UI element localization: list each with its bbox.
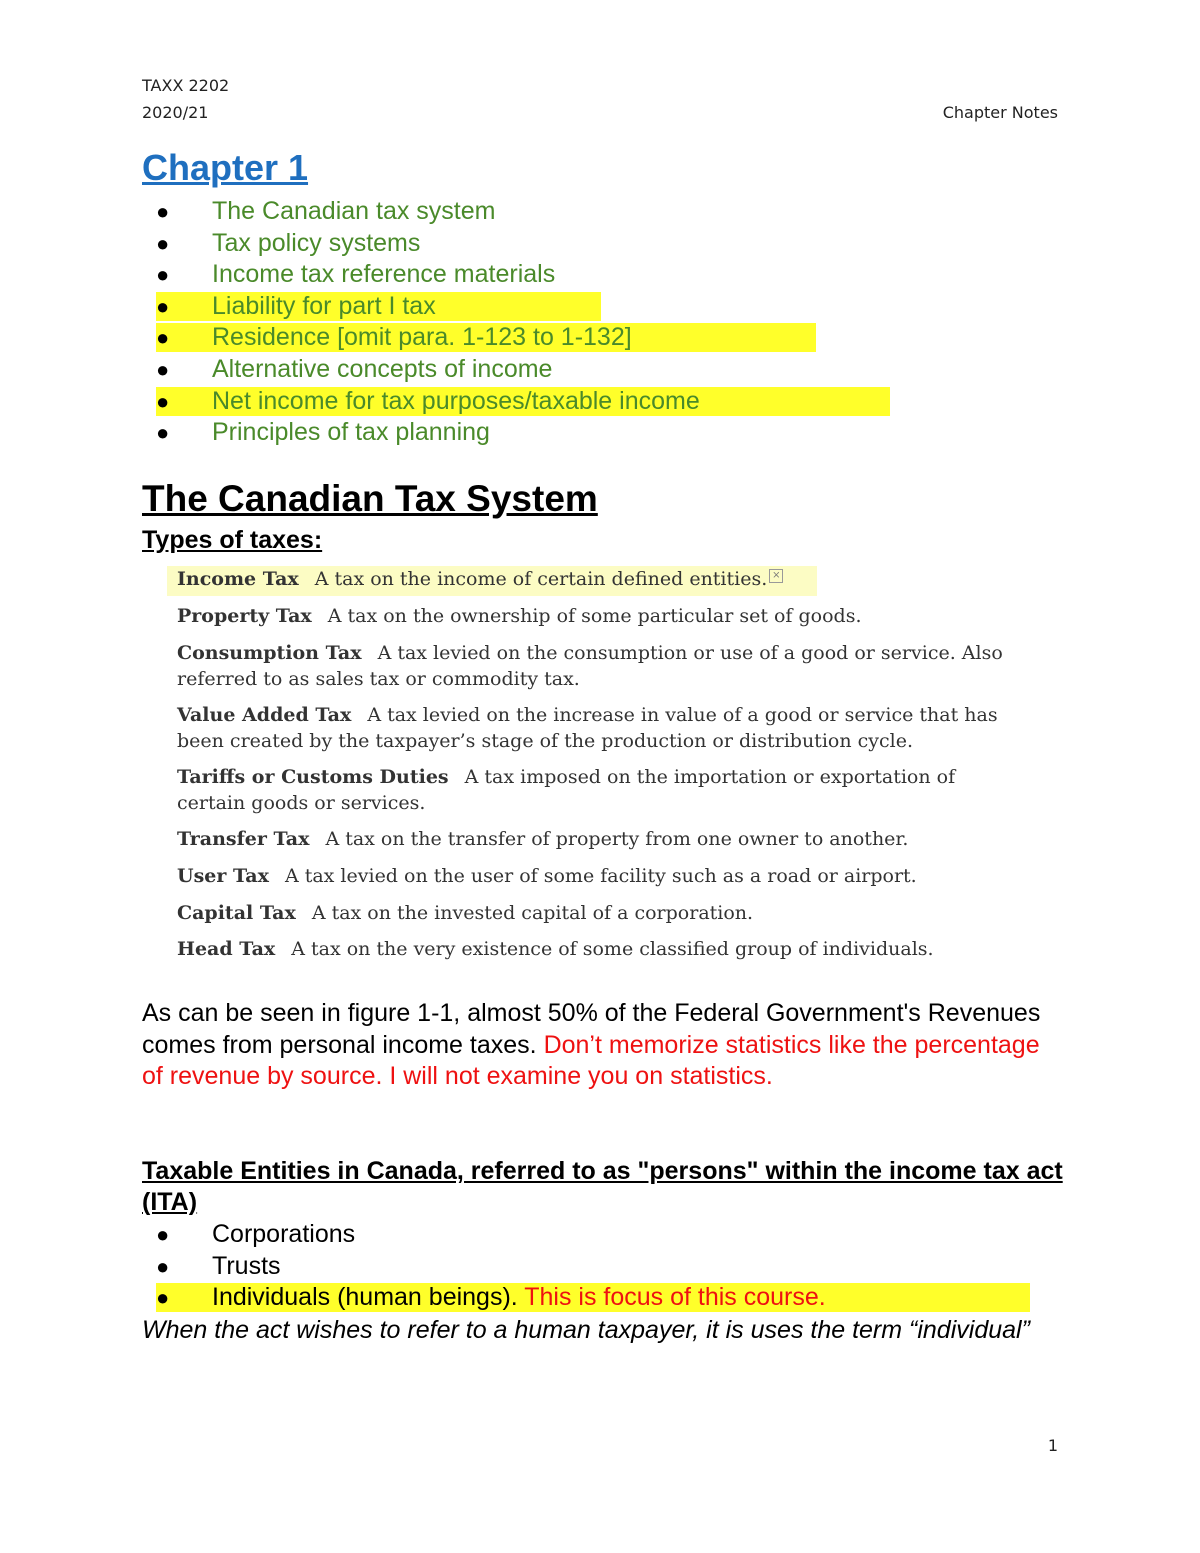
entity-label-text: Individuals (human beings). [212, 1283, 525, 1311]
outline-item-label: Alternative concepts of income [212, 354, 553, 383]
tax-type-term: Property Tax [177, 605, 312, 627]
tax-type-definition [177, 936, 1022, 962]
outline-item-label: Income tax reference materials [212, 260, 556, 289]
tax-type-definition [177, 863, 1022, 889]
paragraph-text: As can be seen in figure 1-1, almost 50% of the Federal Government's Revenues comes from personal income taxes. [142, 999, 1041, 1059]
header-course-code: TAXX 2202 [142, 76, 230, 95]
header-document-title: Chapter Notes [942, 103, 1058, 122]
tax-type-term: User Tax [177, 865, 269, 887]
tax-type-description: A tax levied on the consumption or use of a good or service. Also referred to as sales tax or commodity tax. [177, 642, 1003, 690]
tax-type-description: A tax on the ownership of some particular set of goods. [327, 605, 862, 627]
comment-marker-icon[interactable]: × [769, 569, 783, 583]
entity-label: Corporations [212, 1220, 356, 1248]
bullet-icon: ● [156, 199, 170, 224]
bullet-icon: ● [156, 325, 170, 351]
entities-heading: Taxable Entities in Canada, referred to as "persons" within the income tax act (ITA) [142, 1157, 1063, 1216]
tax-type-term: Tariffs or Customs Duties [177, 766, 449, 788]
chapter-heading: Chapter 1 [142, 147, 309, 188]
bullet-icon: ● [156, 293, 170, 319]
section-heading: The Canadian Tax System [142, 478, 598, 519]
tax-type-description: A tax levied on the increase in value of a good or service that has been created by the taxpayer’s stage of the production or distribution cycle. [177, 704, 998, 752]
tax-type-definition [177, 566, 1022, 592]
tax-type-definition [177, 702, 1022, 754]
tax-type-definition [177, 603, 1022, 629]
course-focus-note: This is focus of this course. [524, 1283, 826, 1311]
tax-type-term: Income Tax [177, 568, 299, 590]
tax-type-description: A tax levied on the user of some facility such as a road or airport. [284, 865, 917, 887]
tax-type-description: A tax imposed on the importation or exportation of certain goods or services. [177, 766, 956, 814]
bullet-icon: ● [156, 1253, 170, 1279]
tax-type-description: A tax on the transfer of property from one owner to another. [325, 828, 909, 850]
types-subheading: Types of taxes: [142, 526, 323, 554]
tax-type-definition [177, 900, 1022, 926]
tax-type-description: A tax on the income of certain defined entities. [314, 568, 768, 590]
tax-type-term: Consumption Tax [177, 642, 362, 664]
bullet-icon: ● [156, 388, 170, 414]
header-academic-year: 2020/21 [142, 103, 209, 122]
bullet-icon: ● [156, 230, 170, 256]
tax-type-description: A tax on the invested capital of a corporation. [311, 902, 754, 924]
tax-type-definition [177, 764, 1022, 816]
individual-term-note: When the act wishes to refer to a human taxpayer, it is uses the term “individual” [142, 1316, 1030, 1344]
outline-item-label: Liability for part I tax [212, 291, 436, 320]
page-number: 1 [1047, 1436, 1058, 1455]
tax-type-description: A tax on the very existence of some classified group of individuals. [291, 938, 934, 960]
outline-item-label: Residence [omit para. 1-123 to 1-132] [212, 323, 632, 352]
tax-type-term: Capital Tax [177, 902, 296, 924]
outline-item-label: Tax policy systems [212, 228, 421, 257]
outline-item-label: Principles of tax planning [212, 418, 490, 447]
revenue-paragraph [142, 998, 1042, 1093]
bullet-icon: ● [156, 1285, 170, 1310]
instructor-note: Don’t memorize statistics like the percentage of revenue by source. I will not examine you on statistics. [142, 1030, 1040, 1090]
outline-item-label: Net income for tax purposes/taxable income [212, 386, 700, 415]
tax-type-definition [177, 640, 1022, 692]
bullet-icon: ● [156, 356, 170, 382]
entity-label: Trusts [212, 1251, 281, 1280]
tax-type-definition [177, 826, 1022, 852]
outline-item-label: The Canadian tax system [212, 197, 496, 225]
tax-type-term: Transfer Tax [177, 828, 310, 850]
tax-type-term: Value Added Tax [177, 704, 352, 726]
entity-label [212, 1282, 826, 1313]
tax-type-term: Head Tax [177, 938, 276, 960]
bullet-icon: ● [156, 262, 170, 288]
bullet-icon: ● [156, 420, 170, 446]
bullet-icon: ● [156, 1222, 170, 1247]
